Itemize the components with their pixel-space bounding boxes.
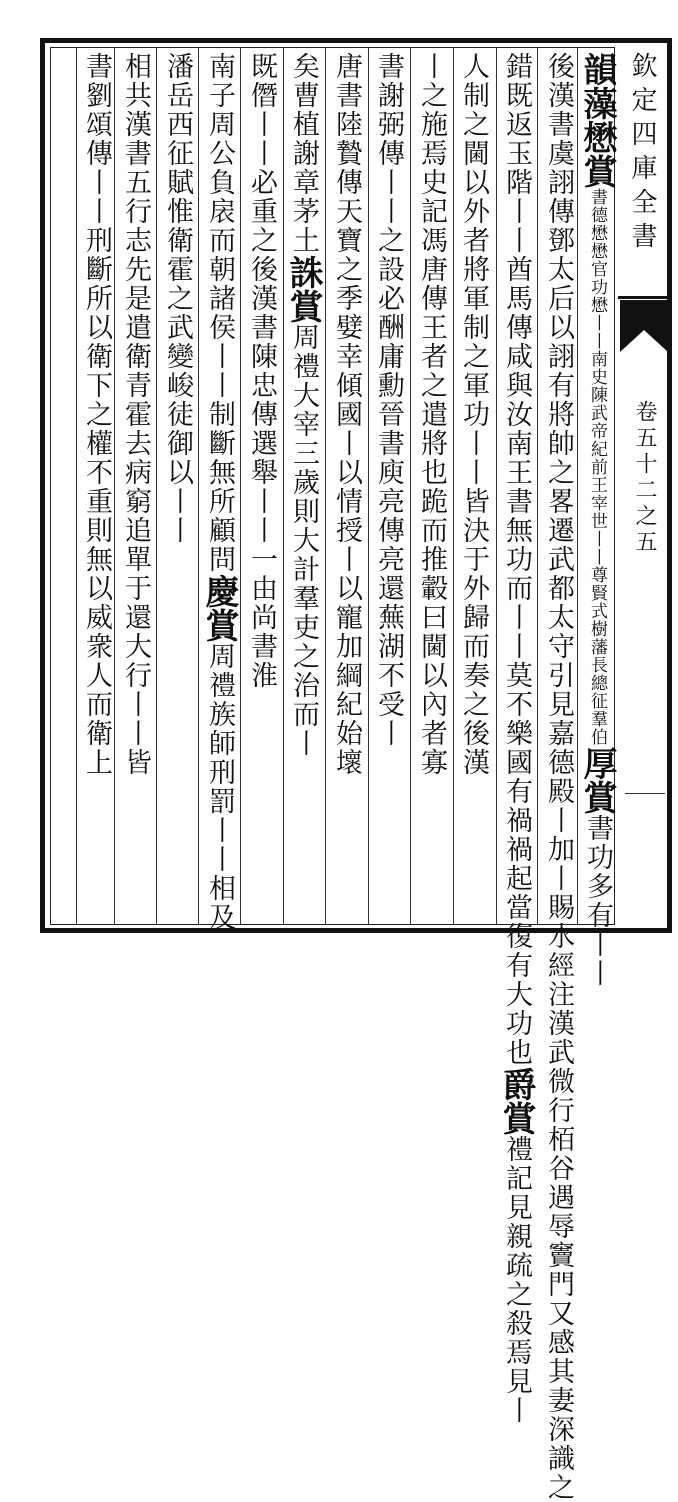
text-segment: 禮記見親疏之殺焉見丨 xyxy=(501,1135,532,1425)
fish-tail-icon xyxy=(620,300,668,352)
text-column xyxy=(371,52,405,748)
text-segment: 後漢書虞詡傳鄧太后以詡有將帥之畧遷武都太守引見嘉德殿丨加丨賜水經注漢武微行栢谷遇辱竇門又感其妻深識之 xyxy=(543,52,574,1502)
text-segment: 周禮大宰三歲則大計羣吏之治而丨 xyxy=(288,323,319,758)
text-column xyxy=(160,52,194,545)
text-segment: 書功多有丨丨 xyxy=(582,814,613,988)
text-column xyxy=(541,52,575,1502)
column-rule xyxy=(453,48,454,924)
text-column xyxy=(118,52,152,777)
text-segment: 南子周公負扆而朝諸侯丨丨制斷無所顧問 xyxy=(204,52,235,574)
text-segment: 潘岳西征賦惟衛霍之武變峻徒御以丨丨 xyxy=(162,52,193,545)
text-column xyxy=(199,52,239,932)
edge-tick xyxy=(625,793,665,794)
text-segment: 丨之施焉史記馮唐傳王者之遣將也跪而推轂曰閫以內者寡 xyxy=(416,52,447,777)
heading-houshang: 厚賞 xyxy=(577,746,617,814)
text-column xyxy=(329,52,363,777)
text-segment: 周禮族師刑罰丨丨相及 xyxy=(204,642,235,932)
text-column xyxy=(283,52,323,758)
text-segment: 人制之閫以外者將軍制之軍功丨丨皆決于外歸而奏之後漢 xyxy=(458,52,489,777)
column-rule xyxy=(537,48,538,924)
column-rule xyxy=(410,48,411,924)
heading-qingshang: 慶賞 xyxy=(199,574,239,642)
text-segment: 書劉頌傳丨丨刑斷所以衛下之權不重則無以威衆人而衛上 xyxy=(81,52,112,777)
column-rule xyxy=(283,48,284,924)
column-rule xyxy=(76,48,77,924)
text-column xyxy=(496,52,536,1425)
heading-zhushang: 誅賞 xyxy=(283,255,323,323)
column-rule xyxy=(240,48,241,924)
column-rule xyxy=(114,48,115,924)
column-rule xyxy=(325,48,326,924)
text-column xyxy=(456,52,490,777)
heading-yunzao-maoshang: 韻藻懋賞 xyxy=(577,52,617,188)
annotation: 書德懋懋官功懋丨丨南史陳武帝紀前王宰世丨丨尊賢式樹藩長總征羣伯 xyxy=(587,188,607,746)
edge-rule xyxy=(618,296,668,299)
column-rule xyxy=(198,48,199,924)
column-rule xyxy=(156,48,157,924)
column-rule xyxy=(496,48,497,924)
text-column xyxy=(244,52,278,690)
text-segment: 唐書陸贄傳天寶之季嬖幸傾國丨以情授丨以寵加綱紀始壞 xyxy=(331,52,362,777)
text-segment: 矣曹植謝章茅土 xyxy=(288,52,319,255)
text-column xyxy=(414,52,448,777)
text-segment: 書謝弼傳丨丨之設必酬庸勳晉書庾亮傳亮還蕪湖不受丨 xyxy=(373,52,404,748)
text-segment: 相共漢書五行志先是遣衛青霍去病窮追單于還大行丨丨皆 xyxy=(120,52,151,777)
edge-juan-number: 卷五十二之五 xyxy=(632,400,657,556)
text-column xyxy=(577,52,617,988)
text-segment: 錯既返玉階丨丨酋馬傳咸與汝南王書無功而丨丨莫不樂國有禍禍起當復有大功也 xyxy=(501,52,532,1067)
heading-jueshang: 爵賞 xyxy=(496,1067,536,1135)
column-rule xyxy=(368,48,369,924)
text-column xyxy=(79,52,113,777)
text-segment: 既僭丨丨必重之後漢書陳忠傳選舉丨丨一由尚書淮 xyxy=(246,52,277,690)
edge-book-title: 欽定四庫全書 xyxy=(627,52,657,256)
